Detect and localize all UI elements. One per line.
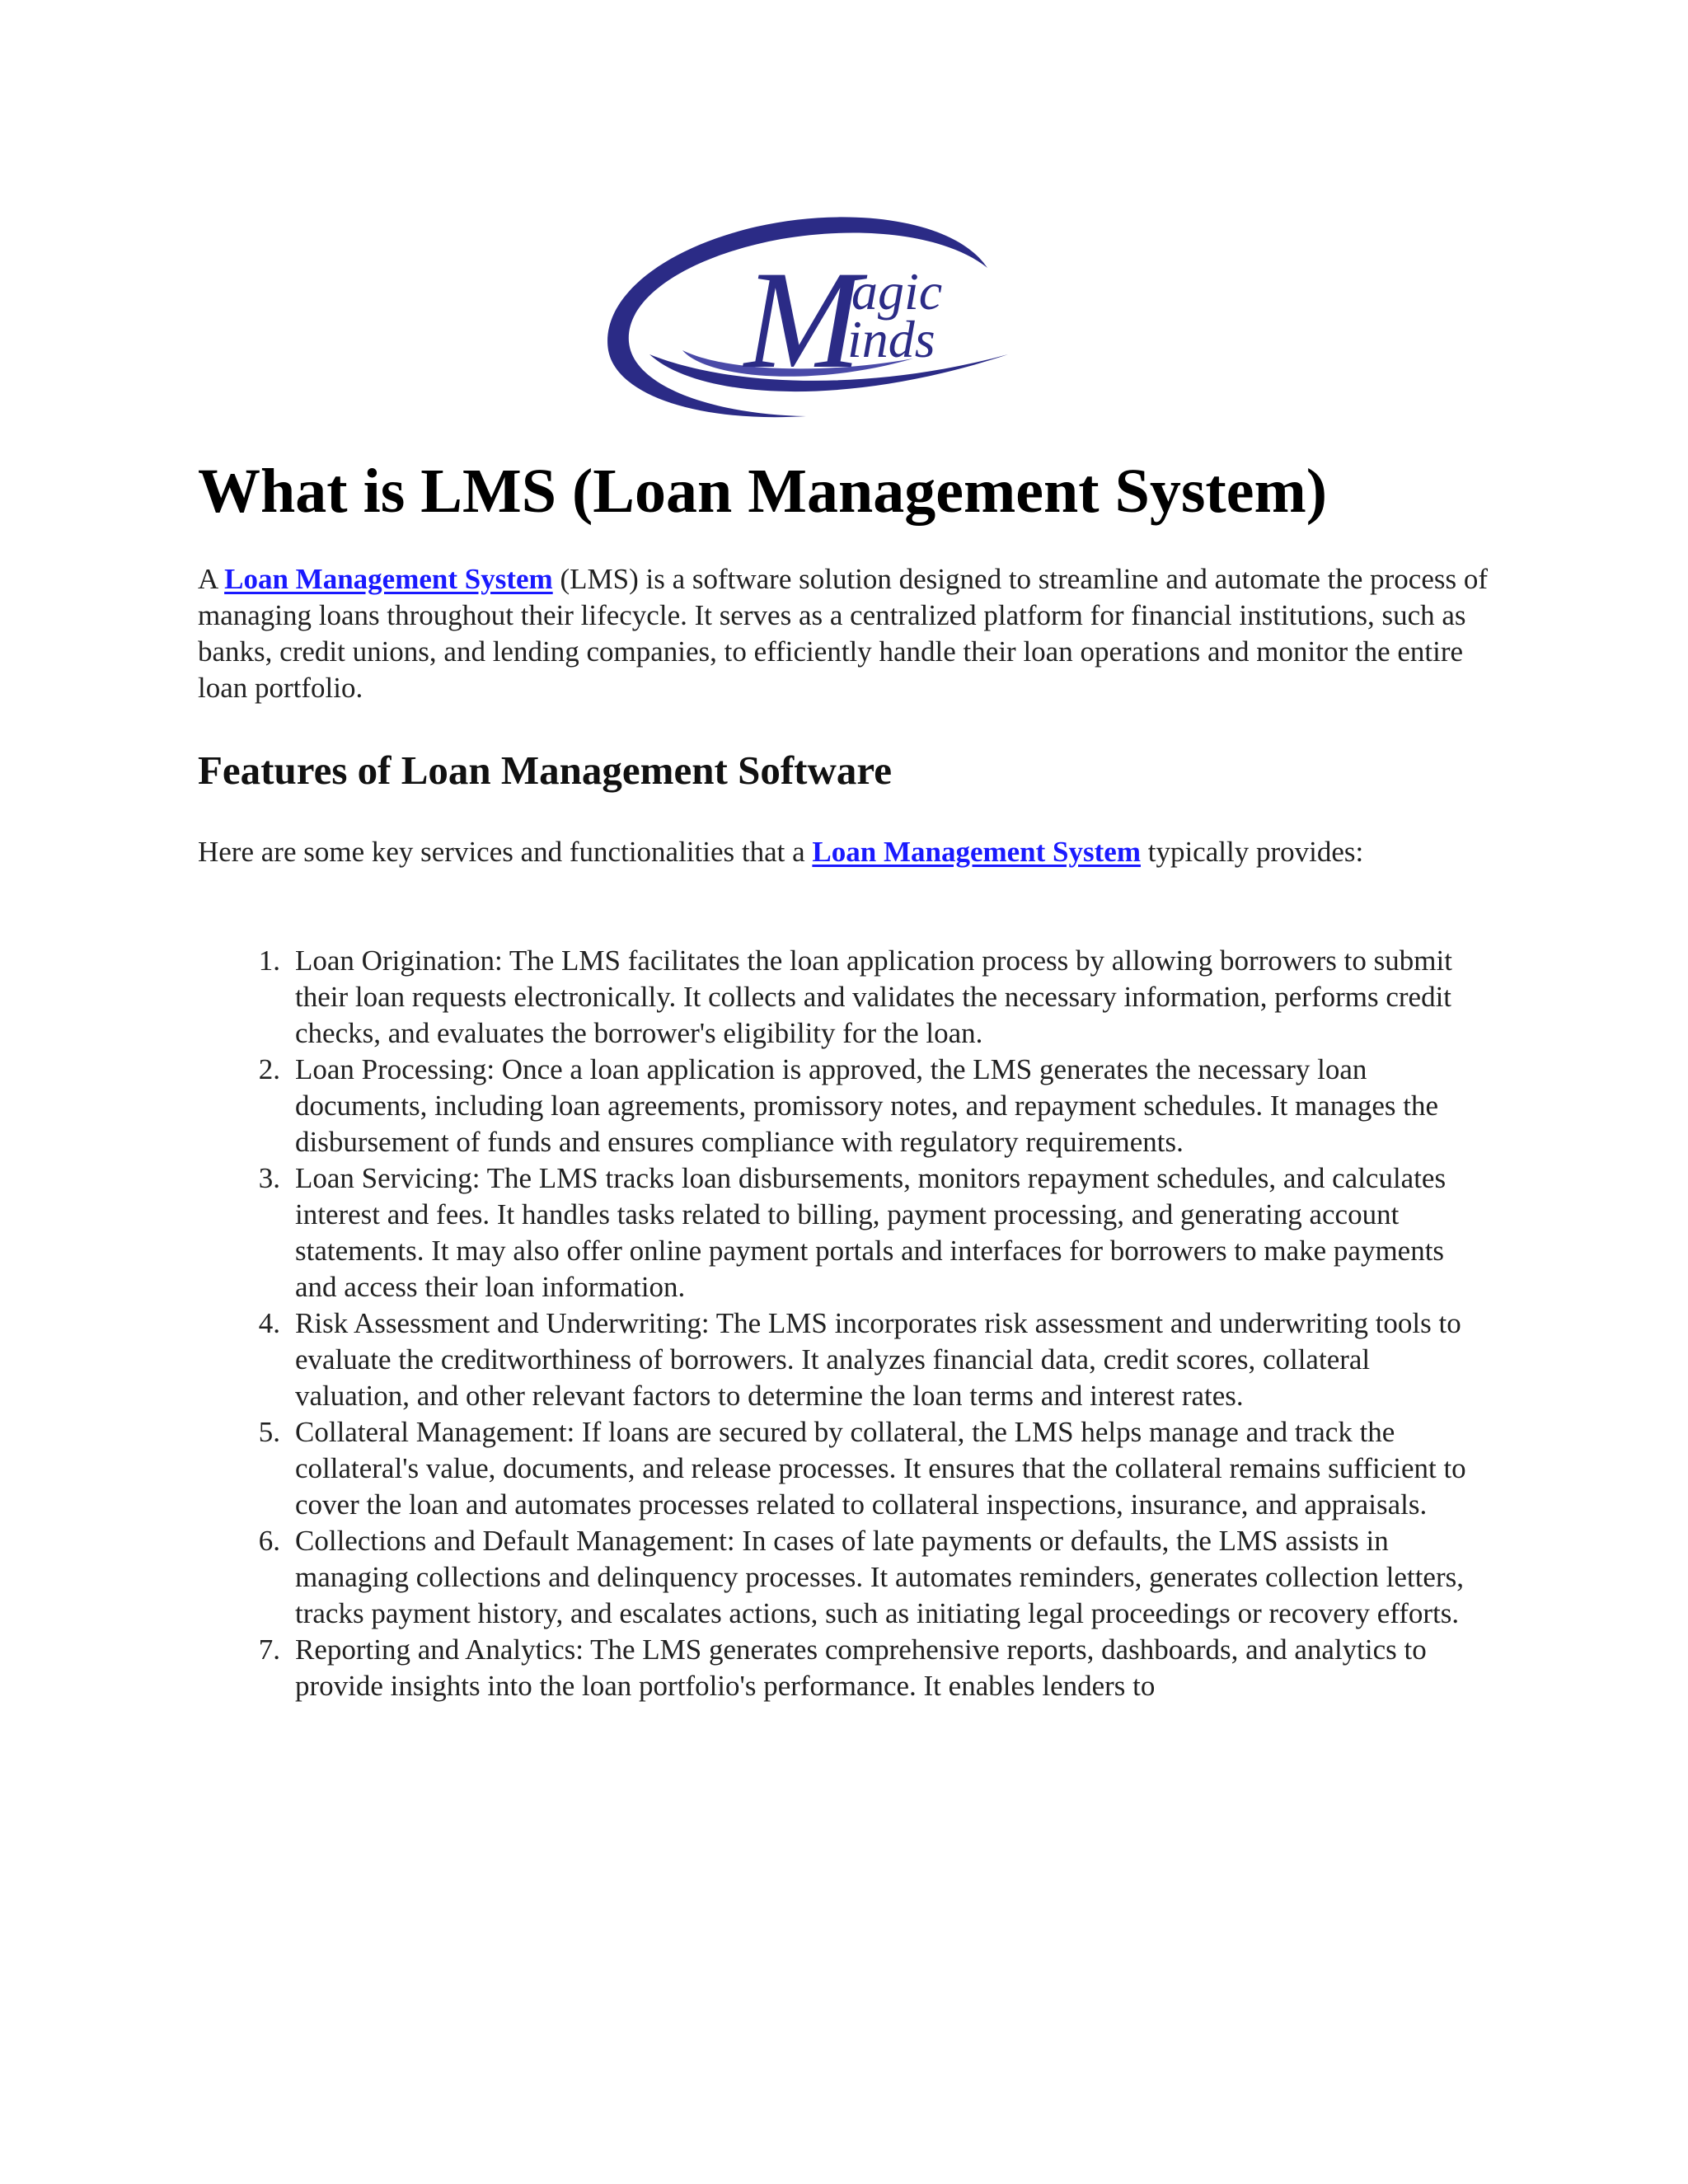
list-item-number: 2. (258, 1053, 280, 1085)
list-item-text: Collections and Default Management: In cases of late payments or defaults, the LMS assists in managing collections and delinquency processes. It automates reminders, generates collection letters, tracks payment history, and escalates actions, such as initiating legal proceedings or recovery efforts. (295, 1525, 1464, 1629)
list-item-text: Risk Assessment and Underwriting: The LMS incorporates risk assessment and underwriting tools to evaluate the creditworthiness of borrowers. It analyzes financial data, credit scores, collateral valuation, and other relevant factors to determine the loan terms and interest rates. (295, 1307, 1461, 1412)
list-item-text: Loan Origination: The LMS facilitates the loan application process by allowing borrowers to submit their loan requests electronically. It collects and validates the necessary information, performs credit checks, and evaluates the borrower's eligibility for the loan. (295, 944, 1452, 1049)
list-item (247, 1523, 1475, 1632)
intro-prefix: A (198, 563, 225, 595)
intro-paragraph (198, 561, 1500, 706)
list-item-text: Loan Processing: Once a loan application is approved, the LMS generates the necessary loan documents, including loan agreements, promissory notes, and repayment schedules. It manages the disbursement of funds and ensures compliance with regulatory requirements. (295, 1053, 1438, 1158)
logo-word-top: agic (851, 262, 943, 321)
magic-minds-logo (600, 210, 1012, 424)
lead-suffix: typically provides: (1140, 836, 1364, 868)
list-item-number: 3. (258, 1162, 280, 1194)
list-item-number: 5. (258, 1416, 280, 1448)
logo-initial: M (744, 242, 861, 397)
list-item (247, 1160, 1475, 1305)
list-item-text: Collateral Management: If loans are secured by collateral, the LMS helps manage and track the collateral's value, documents, and release processes. It ensures that the collateral remains sufficient to cover the loan and automates processes related to collateral inspections, insurance, and appraisals. (295, 1416, 1466, 1521)
features-heading: Features of Loan Management Software (198, 748, 892, 793)
list-item-text: Loan Servicing: The LMS tracks loan disbursements, monitors repayment schedules, and calculates interest and fees. It handles tasks related to billing, payment processing, and generating account statements. It may also offer online payment portals and interfaces for borrowers to make payments and access their loan information. (295, 1162, 1447, 1303)
logo-word-bottom: inds (847, 310, 935, 368)
list-item (247, 1632, 1475, 1704)
list-item-text: Reporting and Analytics: The LMS generates comprehensive reports, dashboards, and analytics to provide insights into the loan portfolio's performance. It enables lenders to (295, 1633, 1427, 1702)
list-item-number: 1. (258, 944, 280, 977)
list-item (247, 943, 1475, 1052)
lead-prefix: Here are some key services and functionalities that a (198, 836, 813, 868)
features-list (247, 943, 1475, 1704)
list-item (247, 1305, 1475, 1414)
list-item (247, 1052, 1475, 1160)
list-item-number: 7. (258, 1633, 280, 1666)
intro-text: (LMS) is a software solution designed to streamline and automate the process of managing loans throughout their lifecycle. It serves as a centralized platform for financial institutions, such as banks, credit unions, and lending companies, to efficiently handle their loan operations and monitor the entire loan portfolio. (198, 563, 1489, 704)
list-item-number: 4. (258, 1307, 280, 1339)
list-item-number: 6. (258, 1525, 280, 1557)
loan-management-system-link-2[interactable]: Loan Management System (812, 836, 1141, 868)
lead-paragraph (198, 834, 1500, 870)
loan-management-system-link[interactable]: Loan Management System (224, 563, 553, 595)
page-title: What is LMS (Loan Management System) (198, 457, 1328, 526)
list-item (247, 1414, 1475, 1523)
